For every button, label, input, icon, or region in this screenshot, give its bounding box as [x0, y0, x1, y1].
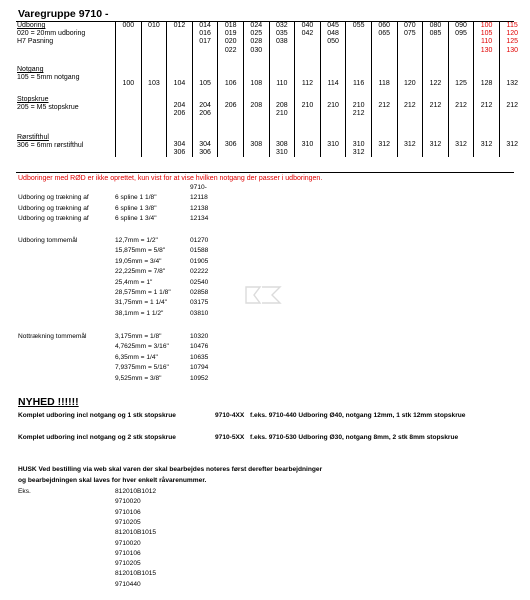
inch-row-code: 02858 — [190, 289, 209, 296]
grid-row-label-line: 105 = 5mm notgang — [17, 74, 80, 82]
grid-cell — [499, 96, 524, 134]
offer-example: f.eks. 9710-440 Udboring Ø40, notgang 12mm, 1 stk 12mm stopskrue — [250, 412, 466, 419]
grid-cell-value: 212 — [429, 102, 442, 109]
grid-cell-value: 210 — [327, 102, 339, 109]
grid-cell-value: 312 — [403, 141, 416, 148]
grid-cell — [192, 96, 218, 134]
grid-row-label-line: H7 Pasning — [17, 38, 54, 46]
grid-cell-value: 204 — [173, 102, 186, 109]
grid-cell-value: 038 — [276, 38, 288, 46]
grid-cell-value: 025 — [250, 30, 263, 38]
grid-cell-value: 050 — [327, 38, 339, 46]
grid-cell-value: 212 — [352, 110, 365, 118]
grid-cell-value: 128 — [480, 80, 493, 87]
grid-cell-value: 014 — [199, 22, 211, 29]
inch-row-code: 02540 — [190, 278, 209, 286]
grid-cell — [243, 134, 269, 157]
grid-cell — [243, 22, 269, 66]
grid-cell-value: 010 — [148, 22, 160, 29]
grid-cell-value: 130 — [506, 46, 519, 54]
grid-cell-value: 065 — [378, 30, 391, 38]
spline-row-label: Udboring og trækning af — [18, 194, 89, 201]
grid-cell-value: 310 — [276, 149, 288, 157]
grid-cell — [218, 134, 244, 157]
grid-cell — [141, 66, 167, 96]
grid-row-label-line: Notgang — [17, 66, 44, 73]
grid-cell — [167, 96, 193, 134]
grid-cell — [499, 66, 524, 96]
grid-cell-value: 055 — [352, 22, 365, 29]
grid-cell-value: 035 — [276, 30, 288, 38]
grid-row-label — [16, 96, 116, 134]
grid-cell-value: 110 — [481, 38, 493, 46]
grid-cell-value: 040 — [301, 22, 314, 29]
grid-row-label-line: 020 = 20mm udboring — [17, 30, 86, 38]
grid-cell-value: 308 — [250, 141, 263, 148]
example-item: 9710440 — [115, 580, 141, 588]
grid-cell-value — [116, 102, 141, 110]
spline-row-spec: 6 spline 1 3/4" — [115, 215, 157, 222]
variant-grid — [16, 22, 525, 157]
grid-cell-value: 120 — [403, 80, 416, 87]
grid-cell-value: 100 — [480, 22, 493, 29]
grid-cell — [397, 66, 423, 96]
grid-cell — [423, 22, 449, 66]
grid-row-label — [16, 22, 116, 66]
grid-cell — [397, 96, 423, 134]
grid-cell — [371, 134, 397, 157]
news-heading: NYHED !!!!!! — [18, 396, 79, 408]
grid-cell-value: 000 — [122, 22, 135, 29]
grid-cell-value: 105 — [480, 30, 493, 38]
inch-row-code: 01905 — [190, 257, 209, 265]
grid-cell-value: 016 — [199, 30, 211, 38]
grid-cell-value: 312 — [378, 141, 391, 148]
inch-bore-label: Udboring tommemål — [18, 237, 78, 244]
grid-cell-value: 130 — [480, 46, 493, 54]
grid-cell — [116, 66, 142, 96]
grid-bottom-rule — [16, 172, 514, 173]
grid-row-label-line: 306 = 6mm rørstifthul — [17, 142, 84, 150]
grid-cell-value: 110 — [276, 80, 288, 87]
keyway-row-code: 10952 — [190, 374, 209, 382]
grid-cell — [320, 134, 346, 157]
inch-row-spec: 19,05mm = 3/4" — [115, 257, 162, 265]
grid-cell-value: 108 — [250, 80, 263, 87]
keyway-row-code: 10794 — [190, 364, 209, 372]
grid-cell-value: 310 — [327, 141, 339, 148]
example-label: Eks. — [18, 488, 31, 495]
example-item: 812010B1015 — [115, 529, 157, 537]
grid-cell-value: 114 — [327, 80, 339, 87]
example-item: 812010B1015 — [115, 570, 157, 578]
grid-cell-value: 310 — [301, 141, 314, 148]
spline-row-label: Udboring og trækning af — [18, 215, 89, 222]
grid-cell-value: 312 — [480, 141, 493, 148]
grid-row-label — [16, 66, 116, 96]
inch-row-spec: 22,225mm = 7/8" — [115, 268, 166, 276]
grid-cell-value: 212 — [403, 102, 416, 109]
grid-cell — [346, 66, 372, 96]
example-item: 9710106 — [115, 508, 141, 516]
grid-cell-value: 030 — [250, 46, 263, 54]
grid-cell — [295, 96, 321, 134]
grid-cell — [423, 96, 449, 134]
grid-cell — [423, 134, 449, 157]
grid-cell-value: 308 — [276, 141, 288, 148]
grid-cell-value: 105 — [199, 80, 211, 87]
inch-row-code: 02222 — [190, 268, 209, 276]
grid-cell-value: 045 — [327, 22, 339, 29]
grid-cell-value: 210 — [352, 102, 365, 109]
grid-row-label — [16, 134, 116, 157]
spline-row-spec: 6 spline 1 1/8" — [115, 194, 157, 201]
grid-cell-value: 132 — [506, 80, 519, 87]
spline-row-code: 12134 — [190, 215, 209, 222]
grid-cell — [167, 134, 193, 157]
grid-cell-value: 080 — [429, 22, 442, 29]
inch-row-code: 01270 — [190, 237, 209, 244]
inch-row-code: 03175 — [190, 299, 209, 307]
grid-cell-value: 100 — [122, 80, 135, 87]
grid-cell-value: 075 — [403, 30, 416, 38]
offer-code: 9710-5XX — [215, 434, 245, 441]
grid-cell-value: 306 — [173, 149, 186, 157]
spline-row-code: 12118 — [190, 194, 208, 201]
grid-row-label-line: Rørstifthul — [17, 134, 49, 141]
grid-cell — [116, 134, 142, 157]
example-item: 812010B1012 — [115, 488, 157, 495]
grid-cell-value: 104 — [173, 80, 186, 87]
grid-cell — [371, 22, 397, 66]
grid-cell-value: 012 — [173, 22, 186, 29]
grid-cell — [320, 22, 346, 66]
grid-cell — [474, 134, 500, 157]
grid-cell — [474, 96, 500, 134]
grid-cell-value: 095 — [455, 30, 467, 38]
example-item: 9710205 — [115, 518, 141, 526]
grid-cell-value: 042 — [301, 30, 314, 38]
grid-cell — [116, 22, 142, 66]
grid-cell-value: 118 — [378, 80, 390, 87]
keyway-row-code: 10635 — [190, 353, 209, 361]
grid-cell-value — [142, 102, 167, 110]
grid-cell — [269, 134, 295, 157]
grid-cell — [346, 134, 372, 157]
inch-row-code: 01588 — [190, 247, 209, 255]
grid-cell-value: 306 — [224, 141, 237, 148]
spline-row-label: Udboring og trækning af — [18, 204, 89, 212]
grid-cell — [448, 66, 474, 96]
grid-cell-value: 208 — [250, 102, 263, 109]
grid-row — [16, 22, 525, 66]
grid-cell — [448, 134, 474, 157]
inch-row-code: 03810 — [190, 309, 209, 317]
red-note: Udboringer med RØD er ikke oprettet, kun vist for at vise hvilken notgang der passer i udboringen. — [18, 175, 323, 182]
grid-cell-value: 204 — [199, 102, 211, 109]
grid-cell — [346, 22, 372, 66]
grid-cell — [167, 22, 193, 66]
grid-cell-value: 018 — [224, 22, 237, 29]
grid-cell — [295, 134, 321, 157]
grid-cell-value: 048 — [327, 30, 339, 38]
inch-row-spec: 31,75mm = 1 1/4" — [115, 299, 168, 307]
grid-cell-value: 106 — [224, 80, 237, 87]
inch-row-spec: 25,4mm = 1" — [115, 278, 153, 286]
inch-row-spec: 38,1mm = 1 1/2" — [115, 309, 164, 317]
grid-cell-value: 212 — [378, 102, 391, 109]
grid-cell — [167, 66, 193, 96]
grid-cell — [499, 134, 524, 157]
grid-cell — [448, 96, 474, 134]
keyway-row-spec: 6,35mm = 1/4" — [115, 353, 158, 361]
grid-cell — [269, 22, 295, 66]
grid-cell — [371, 66, 397, 96]
grid-cell-value: 115 — [506, 22, 518, 29]
grid-cell — [320, 96, 346, 134]
grid-cell-value: 116 — [353, 80, 365, 87]
keyway-row-spec: 4,7625mm = 3/16" — [115, 343, 169, 351]
grid-cell-value: 032 — [276, 22, 288, 29]
grid-cell — [474, 66, 500, 96]
grid-cell — [192, 66, 218, 96]
grid-cell — [218, 96, 244, 134]
spline-row-code: 12138 — [190, 204, 209, 212]
offer-text: Komplet udboring incl notgang og 1 stk stopskrue — [18, 412, 176, 419]
grid-cell-value: 112 — [301, 80, 314, 87]
grid-cell-value: 310 — [352, 141, 365, 148]
grid-cell-value: 306 — [199, 149, 211, 157]
code-prefix: 9710- — [190, 184, 207, 191]
grid-cell-value: 017 — [199, 38, 211, 46]
grid-cell-value: 206 — [173, 110, 186, 118]
grid-cell-value: 028 — [250, 38, 263, 46]
husk-line-2: og bearbejdningen skal laves for hver enkelt råvarenummer. — [18, 477, 207, 484]
husk-line-1: HUSK Ved bestilling via web skal varen der skal bearbejdes noteres først derefter bearbejdninger — [18, 466, 323, 473]
grid-cell — [192, 134, 218, 157]
grid-cell-value: 122 — [429, 80, 442, 87]
grid-cell-value: 019 — [224, 30, 237, 38]
keyway-row-code: 10320 — [190, 333, 209, 340]
example-item: 9710020 — [115, 539, 141, 547]
grid-cell — [218, 22, 244, 66]
grid-cell-value: 022 — [224, 46, 237, 54]
grid-cell-value: 212 — [480, 102, 493, 109]
offer-text: Komplet udboring incl notgang og 2 stk stopskrue — [18, 434, 176, 441]
grid-cell — [474, 22, 500, 66]
inch-row-spec: 12,7mm = 1/2" — [115, 237, 158, 244]
grid-cell-value: 208 — [276, 102, 288, 109]
grid-cell-value: 210 — [301, 102, 314, 109]
grid-row — [16, 66, 525, 96]
example-item: 9710106 — [115, 549, 141, 557]
grid-cell-value: 312 — [429, 141, 442, 148]
grid-cell-value: 304 — [173, 141, 186, 148]
inch-row-spec: 28,575mm = 1 1/8" — [115, 289, 171, 296]
grid-cell-value: 304 — [199, 141, 211, 148]
grid-cell — [320, 66, 346, 96]
grid-cell — [243, 96, 269, 134]
offer-code: 9710-4XX — [215, 412, 245, 419]
grid-cell-value: 090 — [455, 22, 467, 29]
grid-cell — [423, 66, 449, 96]
keyway-label: Nottrækning tommemål — [18, 333, 87, 340]
grid-row — [16, 134, 525, 157]
grid-cell — [397, 22, 423, 66]
keyway-row-spec: 3,175mm = 1/8" — [115, 333, 162, 340]
grid-cell — [499, 22, 524, 66]
grid-cell-value: 210 — [276, 110, 288, 118]
grid-cell — [371, 96, 397, 134]
grid-cell — [141, 96, 167, 134]
grid-cell-value: 085 — [429, 30, 442, 38]
grid-cell-value: 212 — [506, 102, 519, 109]
grid-cell-value: 212 — [455, 102, 467, 109]
grid-cell — [116, 96, 142, 134]
grid-cell — [243, 66, 269, 96]
grid-cell — [218, 66, 244, 96]
grid-row — [16, 96, 525, 134]
grid-cell — [141, 22, 167, 66]
grid-cell — [397, 134, 423, 157]
offer-example: f.eks. 9710-530 Udboring Ø30, notgang 8mm, 2 stk 8mm stopskrue — [250, 434, 459, 441]
grid-cell — [295, 66, 321, 96]
grid-cell-value — [142, 141, 167, 149]
grid-cell-value: 125 — [455, 80, 467, 87]
grid-cell — [269, 96, 295, 134]
grid-cell-value: 060 — [378, 22, 391, 29]
grid-cell-value: 103 — [148, 80, 160, 87]
example-item: 9710020 — [115, 498, 141, 506]
page-title: Varegruppe 9710 - — [18, 8, 109, 20]
grid-cell — [346, 96, 372, 134]
example-item: 9710205 — [115, 560, 141, 568]
grid-row-label-line: Stopskrue — [17, 96, 49, 103]
company-logo-watermark — [244, 285, 282, 305]
spline-row-spec: 6 spline 1 3/8" — [115, 204, 157, 212]
grid-cell-value: 206 — [199, 110, 211, 118]
grid-cell-value: 312 — [506, 141, 519, 148]
grid-cell-value: 206 — [224, 102, 237, 109]
grid-cell — [295, 22, 321, 66]
keyway-row-spec: 7,9375mm = 5/16" — [115, 364, 169, 372]
grid-cell-value: 024 — [250, 22, 263, 29]
grid-row-label-line: Udboring — [17, 22, 46, 29]
grid-cell — [448, 22, 474, 66]
keyway-row-code: 10476 — [190, 343, 209, 351]
grid-cell-value: 312 — [352, 149, 365, 157]
grid-cell-value: 020 — [224, 38, 237, 46]
grid-cell-value: 125 — [506, 38, 519, 46]
keyway-row-spec: 9,525mm = 3/8" — [115, 374, 162, 382]
grid-row-label-line: 205 = M5 stopskrue — [17, 104, 79, 112]
grid-cell — [141, 134, 167, 157]
inch-row-spec: 15,875mm = 5/8" — [115, 247, 166, 255]
grid-cell-value — [116, 141, 141, 149]
grid-cell — [269, 66, 295, 96]
grid-cell-value: 120 — [506, 30, 519, 38]
grid-cell-value: 312 — [455, 141, 467, 148]
grid-cell — [192, 22, 218, 66]
grid-cell-value: 070 — [403, 22, 416, 29]
